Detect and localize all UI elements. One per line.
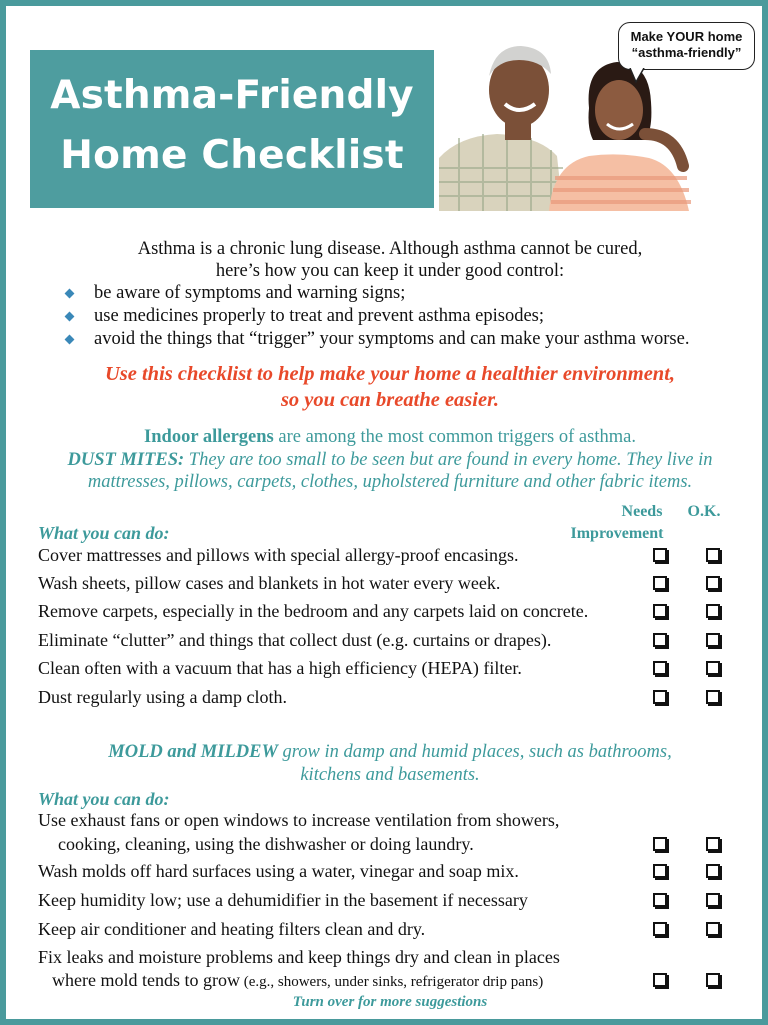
- needs-improvement-checkbox[interactable]: [653, 864, 667, 878]
- title-line-2: Home Checklist: [60, 133, 404, 178]
- section-2-what-you-can-do: What you can do:: [38, 789, 170, 809]
- needs-improvement-checkbox[interactable]: [653, 837, 667, 851]
- title-banner: [30, 50, 434, 208]
- needs-improvement-checkbox[interactable]: [653, 633, 667, 647]
- callout-line-1: Use this checklist to help make your home a healthier environment,: [104, 363, 676, 385]
- checklist-row: Keep air conditioner and heating filters clean and dry.: [38, 919, 426, 939]
- mold-label: MOLD and MILDEW: [108, 742, 278, 762]
- bullet-diamond-icon: [65, 289, 75, 299]
- bubble-line-1: Make YOUR home: [630, 29, 743, 44]
- checklist-row: Dust regularly using a damp cloth.: [38, 687, 287, 707]
- intro-line-1: Asthma is a chronic lung disease. Although asthma cannot be cured,: [137, 239, 643, 259]
- needs-improvement-checkbox[interactable]: [653, 604, 667, 618]
- ok-checkbox[interactable]: [706, 837, 720, 851]
- needs-improvement-checkbox[interactable]: [653, 893, 667, 907]
- list-item: use medicines properly to treat and prevent asthma episodes;: [58, 305, 689, 328]
- ok-checkbox[interactable]: [706, 922, 720, 936]
- bullet-diamond-icon: [65, 312, 75, 322]
- ok-checkbox[interactable]: [706, 633, 720, 647]
- section-1-what-you-can-do: What you can do:: [38, 523, 170, 543]
- needs-improvement-checkbox[interactable]: [653, 661, 667, 675]
- intro-line-2: here’s how you can keep it under good control:: [215, 261, 565, 281]
- ok-checkbox[interactable]: [706, 973, 720, 987]
- checklist-row: Eliminate “clutter” and things that collect dust (e.g. curtains or drapes).: [38, 630, 552, 650]
- section-1-description: DUST MITES: They are too small to be seen but are found in every home. They live in mattresses, pillows, carpets, clothes, upholstered furniture and other fabric items.: [67, 450, 713, 492]
- needs-improvement-checkbox[interactable]: [653, 548, 667, 562]
- section-1-heading-rest: are among the most common triggers of asthma.: [273, 427, 636, 447]
- needs-improvement-checkbox[interactable]: [653, 922, 667, 936]
- checklist-row-continued: cooking, cleaning, using the dishwasher or doing laundry.: [58, 834, 474, 854]
- checklist-row: Use exhaust fans or open windows to increase ventilation from showers,: [38, 810, 560, 830]
- list-item: be aware of symptoms and warning signs;: [58, 282, 689, 305]
- ok-checkbox[interactable]: [706, 893, 720, 907]
- ok-checkbox[interactable]: [706, 548, 720, 562]
- ok-checkbox[interactable]: [706, 690, 720, 704]
- ok-checkbox[interactable]: [706, 604, 720, 618]
- speech-bubble: [618, 22, 755, 70]
- checklist-row-continued: where mold tends to grow (e.g., showers, under sinks, refrigerator drip pans): [52, 970, 544, 990]
- speech-bubble-tail: [628, 68, 648, 84]
- ok-checkbox[interactable]: [706, 576, 720, 590]
- checklist-row: Wash molds off hard surfaces using a water, vinegar and soap mix.: [38, 861, 519, 881]
- needs-column-header-line-2: Improvement: [570, 525, 664, 542]
- footer-note: Turn over for more suggestions: [292, 994, 488, 1010]
- checklist-row: Fix leaks and moisture problems and keep things dry and clean in places: [38, 947, 560, 967]
- intro-text: [6, 238, 768, 282]
- needs-improvement-checkbox[interactable]: [653, 576, 667, 590]
- checklist-row: Keep humidity low; use a dehumidifier in the basement if necessary: [38, 890, 528, 910]
- ok-column-header: O.K.: [687, 503, 721, 520]
- checklist-row: Cover mattresses and pillows with special allergy-proof encasings.: [38, 545, 519, 565]
- bubble-line-2: “asthma-friendly”: [631, 45, 742, 60]
- checklist-row: Wash sheets, pillow cases and blankets in hot water every week.: [38, 573, 501, 593]
- callout-text: [6, 361, 768, 413]
- section-1-heading-bold: Indoor allergens: [144, 427, 274, 447]
- section-1-heading: [6, 426, 768, 448]
- ok-checkbox[interactable]: [706, 661, 720, 675]
- callout-line-2: so you can breathe easier.: [280, 389, 500, 411]
- title-line-1: Asthma-Friendly: [50, 73, 414, 118]
- dust-mites-label: DUST MITES:: [67, 450, 185, 470]
- checklist-row: Remove carpets, especially in the bedroom and any carpets laid on concrete.: [38, 601, 589, 621]
- ok-checkbox[interactable]: [706, 864, 720, 878]
- needs-improvement-checkbox[interactable]: [653, 973, 667, 987]
- needs-column-header-line-1: Needs: [621, 503, 663, 520]
- bullet-diamond-icon: [65, 335, 75, 345]
- section-2-heading: MOLD and MILDEW grow in damp and humid places, such as bathrooms, kitchens and basements.: [108, 742, 672, 785]
- checklist-row: Clean often with a vacuum that has a high efficiency (HEPA) filter.: [38, 658, 522, 678]
- list-item: avoid the things that “trigger” your symptoms and can make your asthma worse.: [58, 328, 689, 351]
- needs-improvement-checkbox[interactable]: [653, 690, 667, 704]
- intro-bullet-list: [58, 282, 689, 351]
